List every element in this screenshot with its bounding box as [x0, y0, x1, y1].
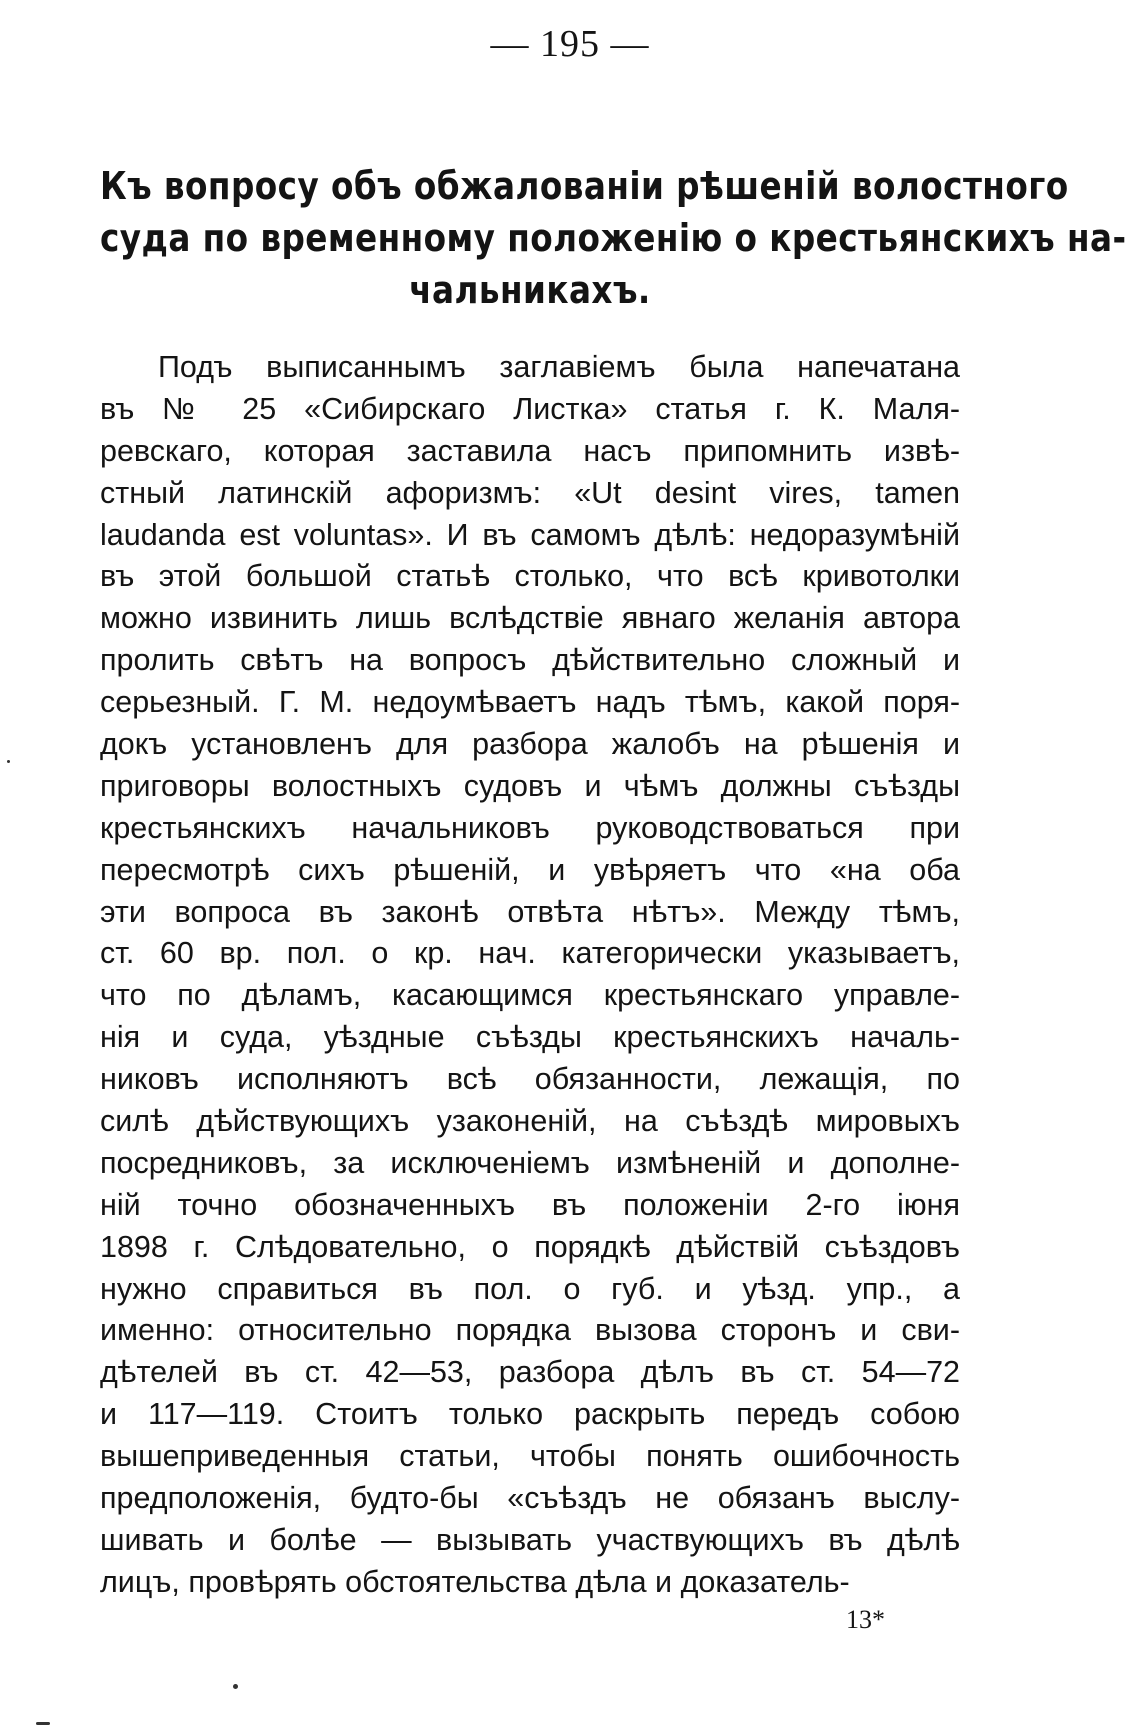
print-speck: [233, 1684, 238, 1689]
text-line: дѣтелей въ ст. 42—53, разбора дѣлъ въ ст. 54—72: [100, 1355, 960, 1390]
text-line: что по дѣламъ, касающимся крестьянскаго управле-: [100, 978, 960, 1013]
text-line: посредниковъ, за исключеніемъ измѣненій и дополне-: [100, 1145, 960, 1180]
text-line: именно: относительно порядка вызова сторонъ и сви-: [100, 1313, 960, 1348]
text-line: въ № 25 «Сибирскаго Листка» статья г. К. Маля-: [100, 391, 960, 426]
page-number: — 195 —: [490, 23, 650, 65]
article-title: [100, 160, 1127, 316]
text-line: стный латинскій афоризмъ: «Ut desint vires, tamen: [100, 475, 960, 510]
text-line: ній точно обозначенныхъ въ положеніи 2-го іюня: [100, 1187, 960, 1222]
body-paragraph: [100, 347, 960, 1604]
text-line: силѣ дѣйствующихъ узаконеній, на съѣздѣ мировыхъ: [100, 1104, 960, 1139]
text-line: Подъ выписаннымъ заглавіемъ была напечатана: [158, 350, 960, 384]
text-line: вышеприведенныя статьи, чтобы понять ошибочность: [100, 1439, 960, 1474]
text-line: ревскаго, которая заставила насъ припомнить извѣ-: [100, 433, 960, 468]
print-speck: [7, 760, 10, 763]
text-line: серьезный. Г. М. недоумѣваетъ надъ тѣмъ, какой поря-: [100, 685, 960, 720]
text-line: и 117—119. Стоитъ только раскрыть передъ собою: [100, 1397, 960, 1432]
signature-mark: 13*: [846, 1605, 885, 1634]
text-line: можно извинить лишь вслѣдствіе явнаго желанія автора: [100, 601, 960, 636]
text-line: пересмотрѣ сихъ рѣшеній, и увѣряетъ что «на оба: [100, 852, 960, 887]
text-line: лицъ, провѣрять обстоятельства дѣла и доказатель-: [100, 1564, 850, 1599]
text-line: ст. 60 вр. пол. о кр. нач. категорически указываетъ,: [100, 936, 960, 971]
text-line: никовъ исполняютъ всѣ обязанности, лежащія, по: [100, 1062, 960, 1097]
title-line: чальникахъ.: [409, 268, 651, 312]
text-line: въ этой большой статьѣ столько, что всѣ кривотолки: [100, 559, 960, 594]
text-line: 1898 г. Слѣдовательно, о порядкѣ дѣйствій съѣздовъ: [100, 1229, 960, 1264]
title-line: суда по временному положенію о крестьянскихъ на-: [100, 216, 1127, 260]
title-line: Къ вопросу объ обжалованіи рѣшеній волостного: [100, 164, 1069, 208]
text-line: приговоры волостныхъ судовъ и чѣмъ должны съѣзды: [100, 768, 960, 803]
text-line: пролить свѣтъ на вопросъ дѣйствительно сложный и: [100, 643, 960, 678]
print-speck: [36, 1722, 50, 1725]
text-line: эти вопроса въ законѣ отвѣта нѣтъ». Между тѣмъ,: [100, 894, 960, 929]
text-line: предположенія, будто-бы «съѣздъ не обязанъ выслу-: [100, 1481, 960, 1516]
text-line: шивать и болѣе — вызывать участвующихъ въ дѣлѣ: [100, 1522, 960, 1557]
text-line: нужно справиться въ пол. о губ. и уѣзд. упр., а: [100, 1271, 960, 1306]
text-line: крестьянскихъ начальниковъ руководствоваться при: [100, 810, 960, 845]
text-line: нія и суда, уѣздные съѣзды крестьянскихъ началь-: [100, 1020, 960, 1055]
text-line: laudanda est voluntas». И въ самомъ дѣлѣ: недоразумѣній: [100, 517, 960, 552]
text-line: докъ установленъ для разбора жалобъ на рѣшенія и: [100, 727, 960, 762]
